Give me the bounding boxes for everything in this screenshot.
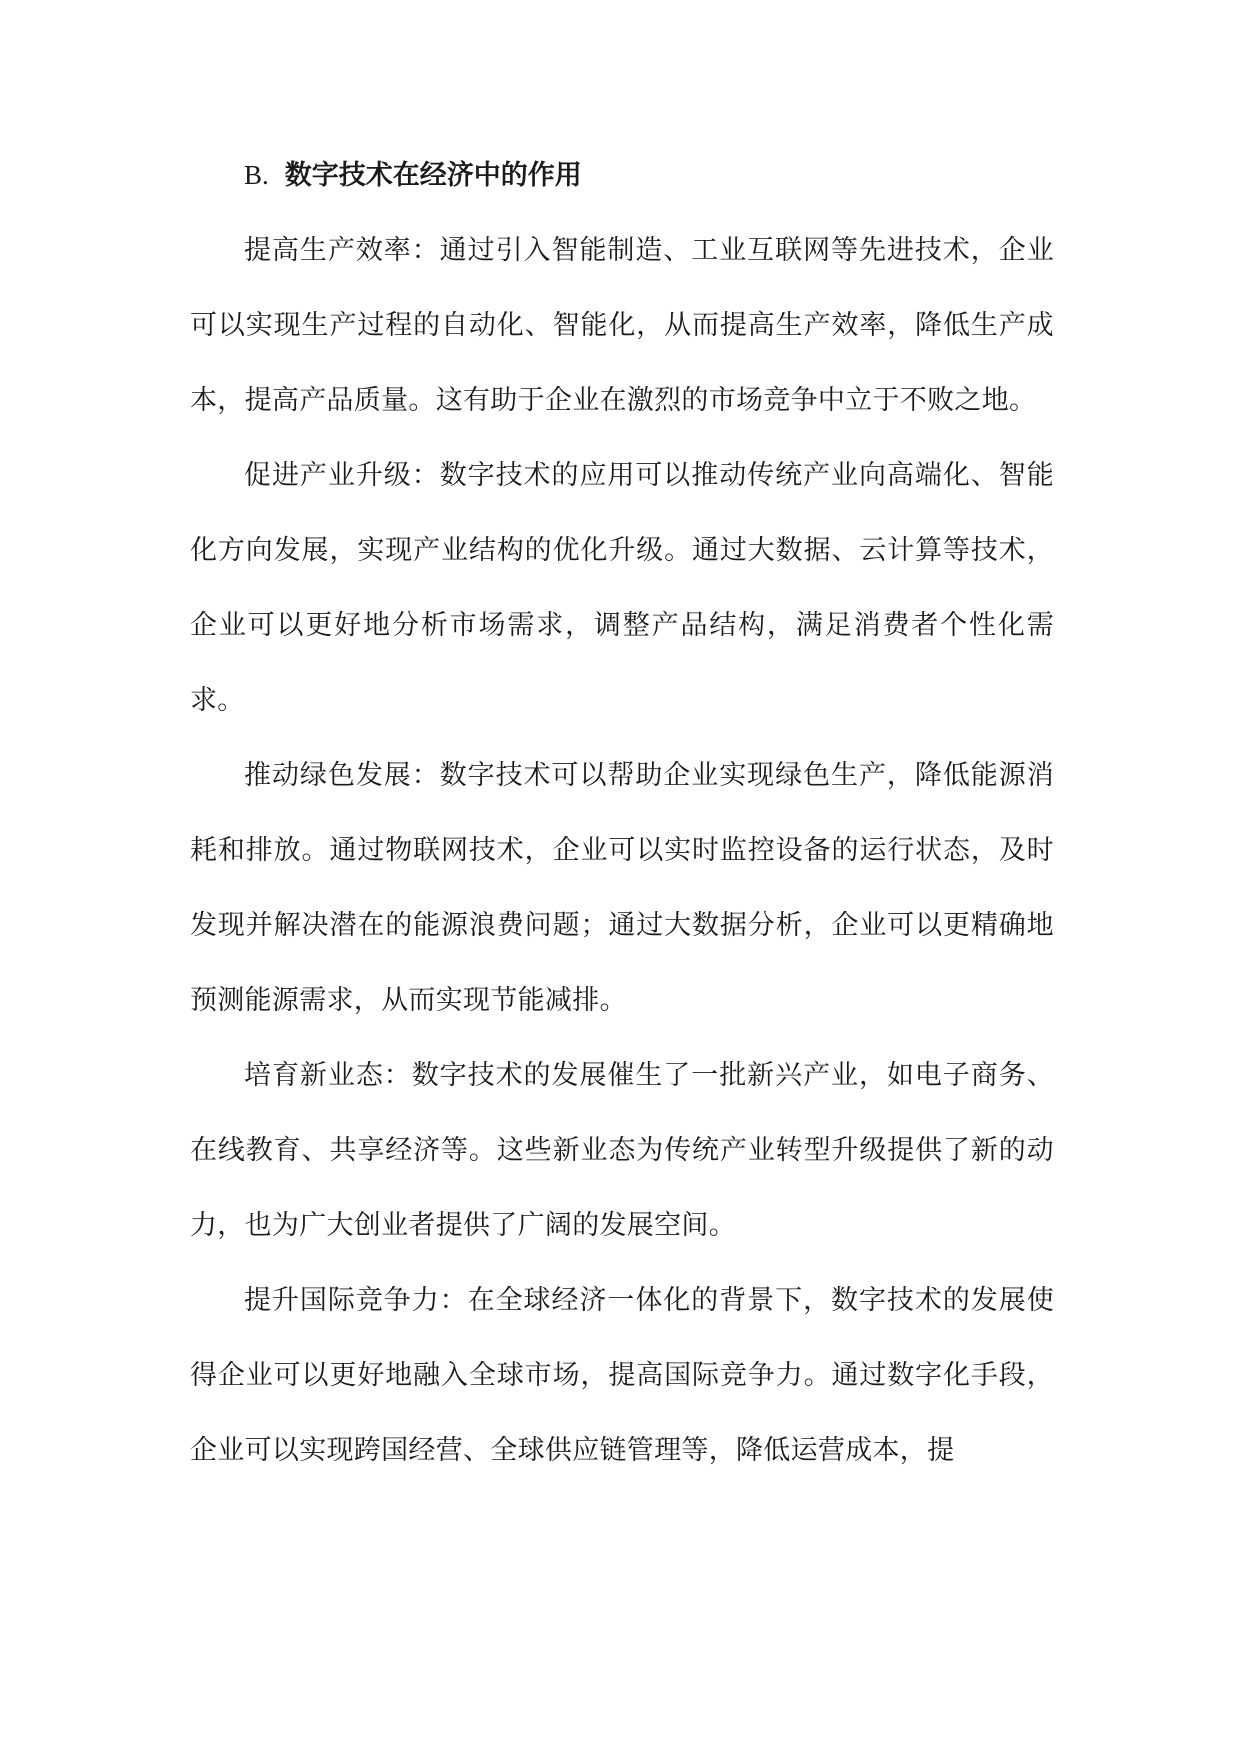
section-number: B. (244, 160, 269, 190)
paragraph-industrial-upgrade: 促进产业升级：数字技术的应用可以推动传统产业向高端化、智能化方向发展，实现产业结构的优化升级。通过大数据、云计算等技术，企业可以更好地分析市场需求，调整产品结构，满足消费者个性化需求。 (190, 460, 1054, 716)
paragraph-international-competitiveness: 提升国际竞争力：在全球经济一体化的背景下，数字技术的发展使得企业可以更好地融入全球市场，提高国际竞争力。通过数字化手段，企业可以实现跨国经营、全球供应链管理等，降低运营成本，提 (190, 1285, 1054, 1466)
paragraph-new-business-forms: 培育新业态：数字技术的发展催生了一批新兴产业，如电子商务、在线教育、共享经济等。这些新业态为传统产业转型升级提供了新的动力，也为广大创业者提供了广阔的发展空间。 (190, 1060, 1054, 1241)
paragraph-production-efficiency: 提高生产效率：通过引入智能制造、工业互联网等先进技术，企业可以实现生产过程的自动化、智能化，从而提高生产效率，降低生产成本，提高产品质量。这有助于企业在激烈的市场竞争中立于不败之地。 (190, 235, 1054, 416)
section-title: 数字技术在经济中的作用 (284, 160, 582, 191)
document-body (190, 138, 1054, 1488)
section-heading (190, 138, 1054, 213)
paragraph-green-development: 推动绿色发展：数字技术可以帮助企业实现绿色生产，降低能源消耗和排放。通过物联网技术，企业可以实时监控设备的运行状态，及时发现并解决潜在的能源浪费问题；通过大数据分析，企业可以更精确地预测能源需求，从而实现节能减排。 (190, 760, 1054, 1016)
